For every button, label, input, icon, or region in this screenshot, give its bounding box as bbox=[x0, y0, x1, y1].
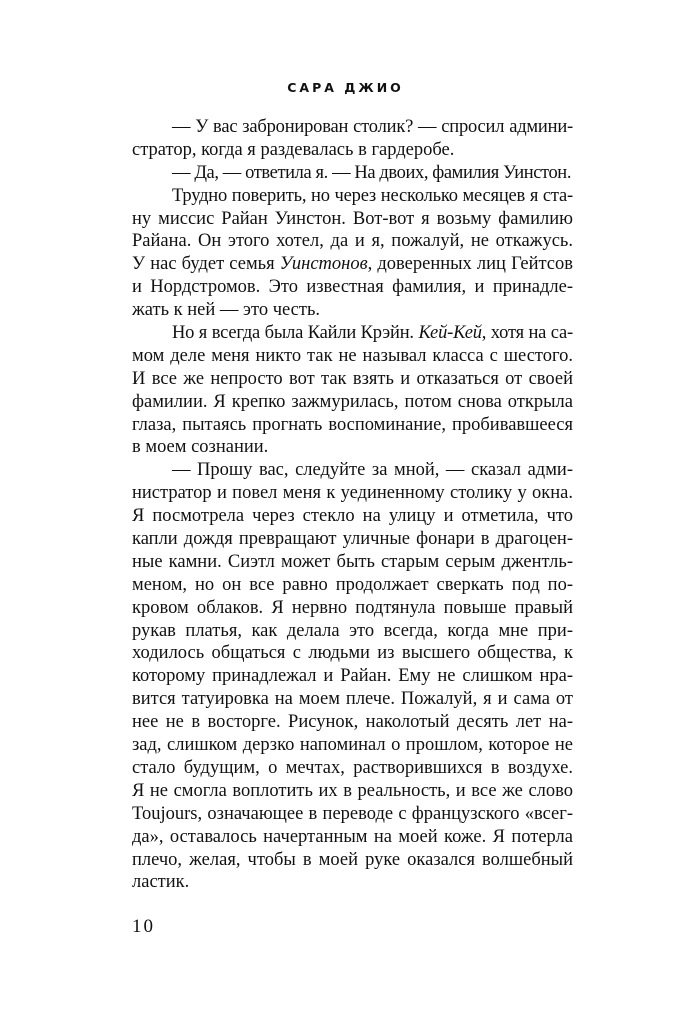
text-segment: стало будущим, о мечтах, растворившихся в воздухе. bbox=[132, 757, 573, 778]
text-segment: Райана. Он этого хотел, да и я, пожалуй, не откажусь. bbox=[132, 231, 573, 252]
text-segment: — Да, — ответила я. — На двоих, фамилия Уинстон. bbox=[172, 162, 572, 183]
text-line bbox=[132, 620, 573, 643]
text-segment: и Нордстромов. Это известная фамилия, и принадле- bbox=[132, 277, 573, 298]
text-segment: фамилии. Я крепко зажмурилась, потом снова открыла bbox=[132, 391, 573, 412]
text-segment: плечо, желая, чтобы в моей руке оказался волшебный bbox=[132, 849, 573, 870]
text-line bbox=[132, 414, 573, 437]
text-line bbox=[132, 711, 573, 734]
text-line bbox=[132, 459, 573, 482]
text-line bbox=[132, 505, 573, 528]
text-segment: Но я всегда была Кайли Крэйн. bbox=[172, 323, 419, 344]
text-segment: И все же непросто вот так взять и отказаться от своей bbox=[132, 368, 573, 389]
text-line bbox=[132, 299, 573, 322]
text-line bbox=[132, 322, 573, 345]
text-line bbox=[132, 391, 573, 414]
text-segment: ластик. bbox=[132, 872, 190, 893]
text-segment: кровом облаков. Я нервно подтянула повыше правый bbox=[132, 597, 573, 618]
text-line bbox=[132, 208, 573, 231]
body-text bbox=[132, 116, 573, 894]
text-segment: ходилось общаться с людьми из высшего общества, к bbox=[132, 643, 573, 664]
text-segment: да», оставалось начертанным на моей коже. Я потерла bbox=[132, 826, 573, 847]
text-line bbox=[132, 871, 573, 894]
text-line bbox=[132, 665, 573, 688]
text-line bbox=[132, 230, 573, 253]
text-line bbox=[132, 642, 573, 665]
text-segment: жать к ней — это честь. bbox=[132, 300, 321, 321]
text-line bbox=[132, 803, 573, 826]
text-segment: зад, слишком дерзко напоминал о прошлом, которое не bbox=[132, 735, 573, 756]
text-line bbox=[132, 734, 573, 757]
text-line bbox=[132, 162, 573, 185]
text-segment: ну миссис Райан Уинстон. Вот-вот я возьму фамилию bbox=[132, 208, 573, 229]
text-line bbox=[132, 597, 573, 620]
text-segment: рукав платья, как делала это всегда, когда мне при- bbox=[132, 620, 573, 641]
text-segment: Toujours, означающее в переводе с французского «всег- bbox=[132, 803, 573, 824]
text-line bbox=[132, 253, 573, 276]
text-line bbox=[132, 139, 573, 162]
page-number: 10 bbox=[132, 916, 155, 937]
running-header: САРА ДЖИО bbox=[287, 80, 404, 95]
text-line bbox=[132, 436, 573, 459]
text-segment: которому принадлежал и Райан. Ему не слишком нра- bbox=[132, 666, 573, 687]
text-line bbox=[132, 849, 573, 872]
text-line bbox=[132, 116, 573, 139]
text-segment: глаза, пытаясь прогнать воспоминание, пробивавшееся bbox=[132, 414, 573, 435]
text-line bbox=[132, 574, 573, 597]
italic-text: Кей-Кей bbox=[418, 323, 482, 344]
text-segment: , доверенных лиц Гейтсов bbox=[367, 254, 573, 275]
italic-text: Уинстонов bbox=[279, 254, 368, 275]
text-segment: — У вас забронирован столик? — спросил админи- bbox=[172, 117, 573, 137]
text-segment: нее не в восторге. Рисунок, наколотый десять лет на- bbox=[132, 712, 573, 733]
text-segment: в моем сознании. bbox=[132, 437, 269, 458]
text-line bbox=[132, 551, 573, 574]
text-segment: , хотя на са- bbox=[481, 323, 573, 344]
text-segment: вится татуировка на моем плече. Пожалуй, я и сама от bbox=[132, 689, 573, 710]
text-segment: меном, но он все равно продолжает сверкать под по- bbox=[132, 574, 573, 595]
text-line bbox=[132, 482, 573, 505]
text-segment: ные камни. Сиэтл может быть старым серым джентль- bbox=[132, 551, 573, 572]
text-segment: Трудно поверить, но через несколько месяцев я ста- bbox=[172, 185, 573, 206]
text-segment: — Прошу вас, следуйте за мной, — сказал адми- bbox=[172, 460, 573, 481]
text-line bbox=[132, 780, 573, 803]
text-line bbox=[132, 185, 573, 208]
text-line bbox=[132, 345, 573, 368]
text-line bbox=[132, 757, 573, 780]
text-line bbox=[132, 276, 573, 299]
text-segment: капли дождя превращают уличные фонари в драгоцен- bbox=[132, 529, 573, 550]
text-segment: стратор, когда я раздевалась в гардеробе. bbox=[132, 139, 455, 160]
text-line bbox=[132, 826, 573, 849]
text-segment: мом деле меня никто так не называл класса с шестого. bbox=[132, 345, 573, 366]
text-line bbox=[132, 688, 573, 711]
text-line bbox=[132, 368, 573, 391]
text-segment: нистратор и повел меня к уединенному столику у окна. bbox=[132, 483, 573, 504]
text-segment: У нас будет семья bbox=[132, 254, 280, 275]
text-segment: Я посмотрела через стекло на улицу и отметила, что bbox=[132, 506, 573, 527]
text-segment: Я не смогла воплотить их в реальность, и все же слово bbox=[132, 780, 573, 801]
text-line bbox=[132, 528, 573, 551]
